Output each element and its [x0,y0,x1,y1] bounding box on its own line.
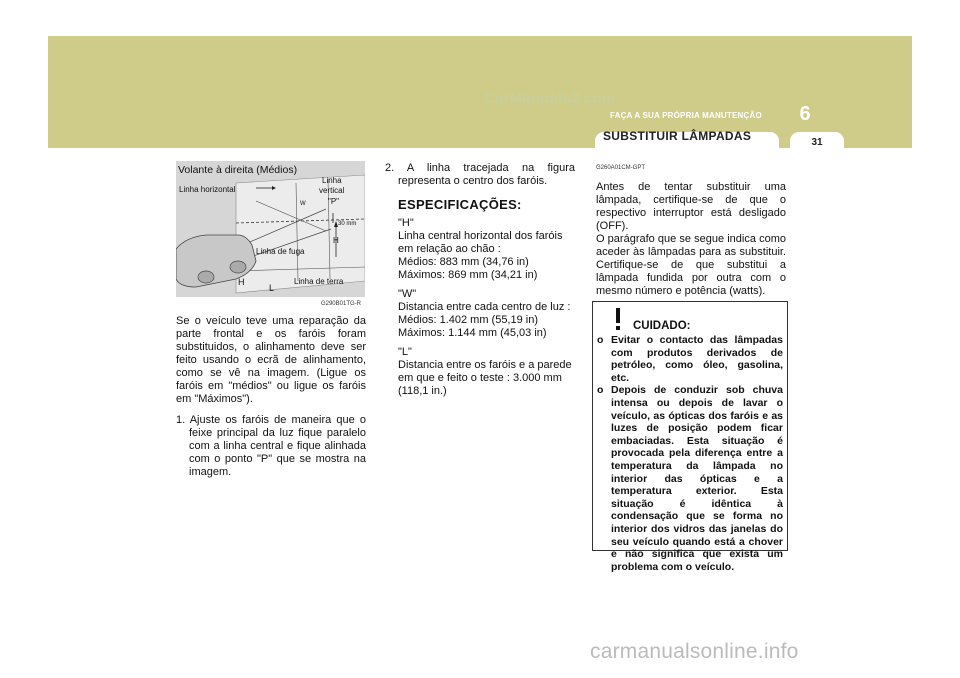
spec-l [398,346,575,398]
caution-box [592,301,788,573]
spec-h [398,217,575,282]
section-tab [595,129,779,148]
col1-paragraph: Se o veículo teve uma reparação da parte frontal e os faróis foram substituidos, o alinhamento deve ser feito usando o ecrã de alinhamento, como se vê na imagem. (Ligue os faróis em "médios" ou ligue os faróis em "Máximos"). [176,315,366,405]
label-fuga: Linha de fuga [256,247,305,256]
col3-code: G260A01CM-GPT [596,165,646,171]
column-2 [385,162,575,404]
spec-w-medios: Médios: 1.402 mm (55,19 in) [398,314,539,326]
warning-icon [606,307,630,331]
footer-watermark[interactable]: carmanualsonline.info [590,640,799,663]
label-horizontal: Linha horizontal [179,185,236,194]
headlight-alignment-figure [176,161,365,307]
spec-h-maximos: Máximos: 869 mm (34,21 in) [398,269,538,281]
headlight-left [198,271,214,283]
col3-paragraph-2: O parágrafo que se segue indica como aceder às lâmpadas para as substituir. Certifique-se de que substitui a lâmpada fundida por outra com o mesmo número e potência (watts). [596,233,786,297]
spec-l-desc: Distancia entre os faróis e a parede em que e feito o teste : 3.000 mm (118,1 in.) [398,359,572,397]
label-p: "P" [328,197,340,206]
spec-w-desc: Distancia entre cada centro de luz : [398,301,571,313]
caution-item-2-text: Depois de conduzir sob chuva intensa ou depois de lavar o veículo, as ópticas dos faróis e as luzes de posição podem ficar embaciadas. Esta situação é provocada pela diferença entre a temperatura da lâmpada no interior das ópticas e a temperatura exterior. Esta situação é idêntica à condensação que se forma no interior dos vidros das janelas do seu veículo quando está a chover e não significa que exista um problema com o veículo. [611,384,783,573]
section-title: FAÇA A SUA PRÓPRIA MANUTENÇÃO [610,111,762,120]
label-terra: Linha de terra [294,277,344,286]
spec-h-label: "H" [398,217,414,229]
page-number-tab [790,132,844,148]
label-w: W [300,201,306,207]
col3-paragraph-1: Antes de tentar substituir uma lâmpada, certifique-se de que o respectivo interruptor está desligado (OFF). [596,181,786,232]
label-30mm: 30 mm [338,221,357,227]
caution-item-2 [597,384,783,573]
site-logo[interactable]: CarManuals2.com [484,90,616,107]
chapter-number: 6 [799,103,811,125]
label-l: L [269,283,275,293]
figure-code: G290B01TG-R [320,301,361,307]
alignment-diagram [176,161,365,297]
caution-item-1 [597,334,783,384]
headlight-right [230,261,246,273]
spec-l-label: "L" [398,346,412,358]
spec-w [398,288,575,340]
column-3 [596,162,786,306]
caution-list [597,334,783,573]
bullet-1: o [597,334,604,346]
page-number: 31 [811,137,823,148]
label-vertical-2: vertical [319,186,345,195]
spec-w-maximos: Máximos: 1.144 mm (45,03 in) [398,327,547,339]
label-h-left: H [238,277,245,287]
spec-title: ESPECIFICAÇÕES: [398,197,522,212]
screen-wall [236,175,365,293]
caution-item-1-text: Evitar o contacto das lâmpadas com produtos derivados de petróleo, como óleo, gasolina, etc. [611,334,783,384]
label-vertical-1: Linha [322,176,342,185]
section-tab-title: SUBSTITUIR LÂMPADAS [603,129,752,143]
column-1 [176,315,366,487]
spec-h-medios: Médios: 883 mm (34,76 in) [398,256,529,268]
header-band [48,36,912,148]
bullet-2: o [597,384,604,397]
spec-h-desc: Linha central horizontal dos faróis em relação ao chão : [398,230,563,255]
col1-item-1: 1. Ajuste os faróis de maneira que o feixe principal da luz fique paralelo com a linha central e fique alinhada com o ponto "P" que se mostra na imagem. [176,414,366,478]
col2-item-2: 2. A linha tracejada na figura representa o centro dos faróis. [385,162,575,187]
figure-title: Volante à direita (Médios) [178,164,298,176]
caution-title: CUIDADO: [633,320,691,332]
spec-w-label: "W" [398,288,417,300]
label-h-right: H [333,236,339,245]
